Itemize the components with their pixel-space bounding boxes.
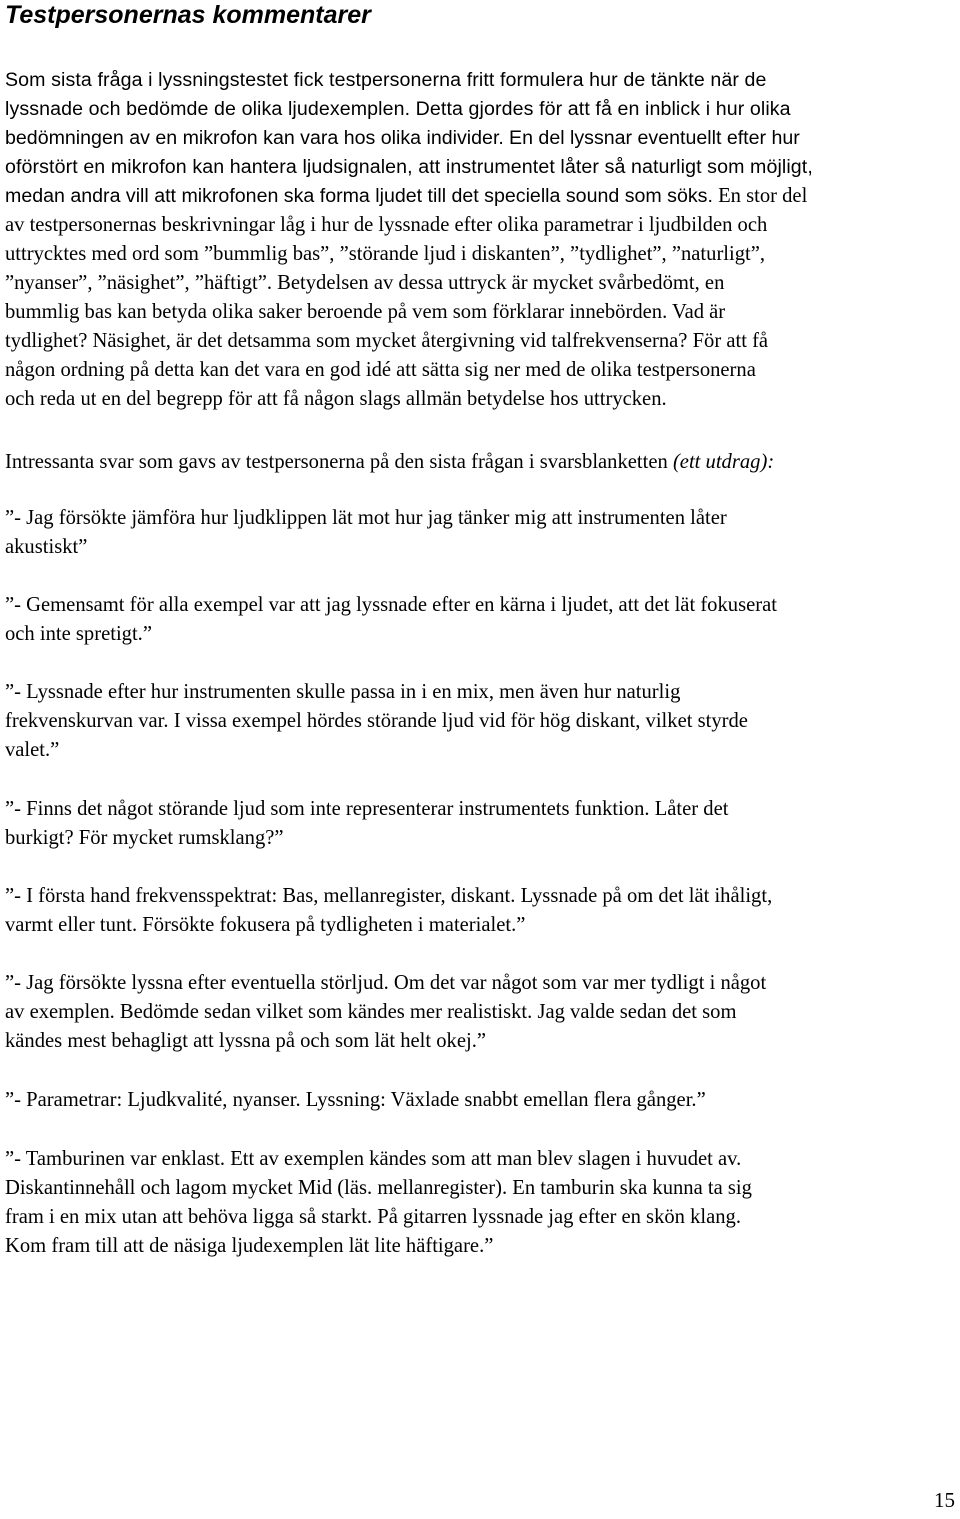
text-span: bedömningen av en mikrofon kan vara hos olika individer.: [5, 127, 504, 149]
text-span: medan andra vill att mikrofonen ska forma ljudet till det speciella sound som söks.: [5, 185, 713, 207]
quote-line: Kom fram till att de näsiga ljudexemplen lät lite häftigare.”: [5, 1235, 494, 1257]
text-line: [5, 124, 813, 153]
text-line: uttrycktes med ord som ”bummlig bas”, ”störande ljud i diskanten”, ”tydlighet”, ”naturligt”,: [5, 243, 766, 265]
text-span: En stor del: [718, 185, 808, 207]
quote-4: [5, 795, 728, 853]
quote-line: frekvenskurvan var. I vissa exempel hördes störande ljud vid för hög diskant, vilket styrde: [5, 710, 748, 732]
quote-line: ”- Jag försökte lyssna efter eventuella störljud. Om det var något som var mer tydligt i något: [5, 972, 767, 994]
section-heading: Testpersonernas kommentarer: [5, 1, 371, 29]
text-line: [5, 182, 813, 211]
quote-line: och inte spretigt.”: [5, 623, 152, 645]
text-line: någon ordning på detta kan det vara en god idé att sätta sig ner med de olika testpersonerna: [5, 359, 756, 381]
text-line: oförstört en mikrofon kan hantera ljudsignalen, att instrumentet låter så naturligt som möjligt,: [5, 156, 813, 178]
quote-line: ”- Jag försökte jämföra hur ljudklippen lät mot hur jag tänker mig att instrumenten låter: [5, 507, 727, 529]
quote-line: ”- Gemensamt för alla exempel var att jag lyssnade efter en kärna i ljudet, att det lät fokuserat: [5, 594, 777, 616]
quote-6: [5, 969, 766, 1056]
quote-3: [5, 678, 748, 765]
quote-line: ”- I första hand frekvensspektrat: Bas, mellanregister, diskant. Lyssnade på om det lät ihåligt,: [5, 885, 773, 907]
quote-5: [5, 882, 772, 940]
text-line: av testpersonernas beskrivningar låg i hur de lyssnade efter olika parametrar i ljudbilden och: [5, 214, 768, 236]
quote-line: Diskantinnehåll och lagom mycket Mid (läs. mellanregister). En tamburin ska kunna ta sig: [5, 1177, 752, 1199]
text-line: ”nyanser”, ”näsighet”, ”häftigt”. Betydelsen av dessa uttryck är mycket svårbedömt, en: [5, 272, 725, 294]
quote-7: [5, 1086, 706, 1115]
quote-line: av exemplen. Bedömde sedan vilket som kändes mer realistiskt. Jag valde sedan det som: [5, 1001, 737, 1023]
quote-1: [5, 504, 727, 562]
quote-line: ”- Tamburinen var enklast. Ett av exemplen kändes som att man blev slagen i huvudet av.: [5, 1148, 742, 1170]
intro-paragraph: [5, 66, 813, 414]
lead-in-italic: (ett utdrag):: [672, 451, 775, 473]
text-line: bummlig bas kan betyda olika saker beroende på vem som förklarar innebörden. Vad är: [5, 301, 726, 323]
quote-line: burkigt? För mycket rumsklang?”: [5, 827, 284, 849]
text-line: lyssnade och bedömde de olika ljudexemplen. Detta gjordes för att få en inblick i hur olika: [5, 98, 791, 120]
quote-line: ”- Lyssnade efter hur instrumenten skulle passa in i en mix, men även hur naturlig: [5, 681, 681, 703]
text-line: och reda ut en del begrepp för att få någon slags allmän betydelse hos uttrycken.: [5, 388, 667, 410]
quote-8: [5, 1145, 752, 1261]
quote-line: varmt eller tunt. Försökte fokusera på tydligheten i materialet.”: [5, 914, 526, 936]
quote-line: ”- Parametrar: Ljudkvalité, nyanser. Lyssning: Växlade snabbt emellan flera gånger.”: [5, 1089, 706, 1111]
text-line: tydlighet? Näsighet, är det detsamma som mycket återgivning vid talfrekvenserna? För att få: [5, 330, 769, 352]
lead-in-paragraph: [5, 448, 774, 477]
quote-line: kändes mest behagligt att lyssna på och som lät helt okej.”: [5, 1030, 486, 1052]
quote-line: valet.”: [5, 739, 60, 761]
page-number: 15: [934, 1488, 955, 1512]
quote-2: [5, 591, 777, 649]
text-span: En del lyssnar eventuellt efter hur: [509, 127, 800, 149]
text-line: Som sista fråga i lyssningstestet fick testpersonerna fritt formulera hur de tänkte när de: [5, 69, 767, 91]
quote-line: akustiskt”: [5, 536, 88, 558]
quote-line: fram i en mix utan att behöva ligga så starkt. På gitarren lyssnade jag efter en skön klang.: [5, 1206, 742, 1228]
lead-in-text: Intressanta svar som gavs av testpersonerna på den sista frågan i svarsblanketten: [5, 451, 668, 473]
quote-line: ”- Finns det något störande ljud som inte representerar instrumentets funktion. Låter det: [5, 798, 729, 820]
